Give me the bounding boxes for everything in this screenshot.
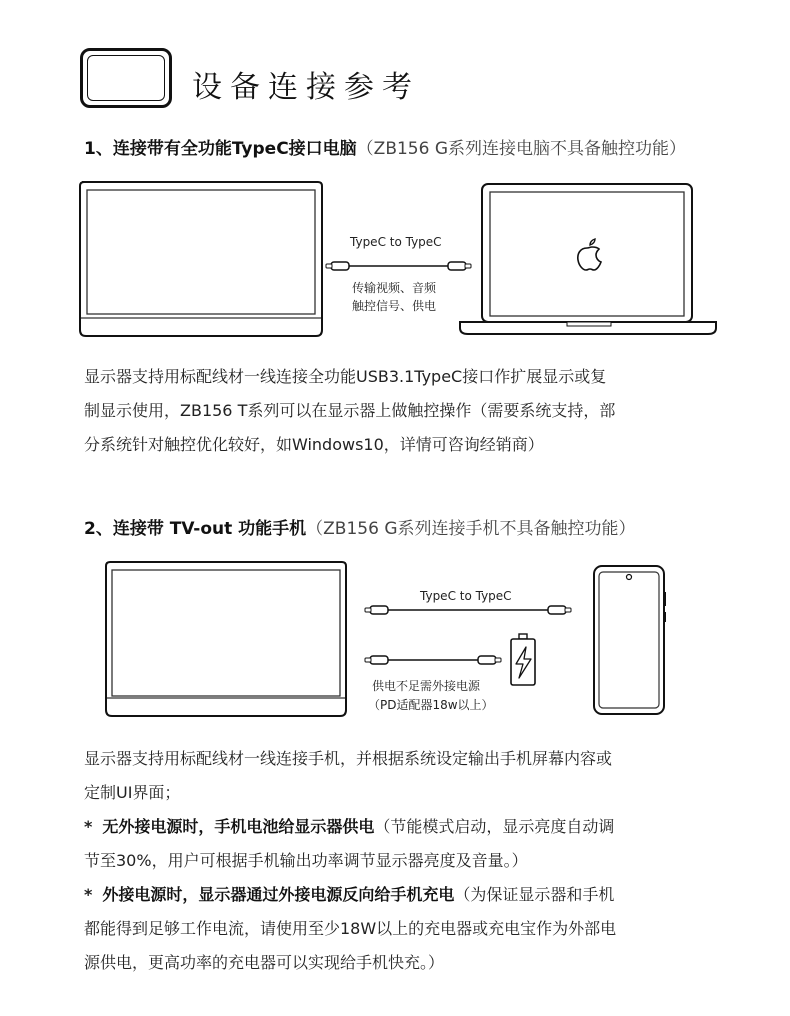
section1-line: 制显示使用，ZB156 T系列可以在显示器上做触控操作（需要系统支持，部 xyxy=(84,401,616,420)
section1-line: 分系统针对触控优化较好，如Windows10，详情可咨询经销商） xyxy=(84,435,544,454)
battery-charging-icon xyxy=(511,634,535,685)
section2-heading-note: （ZB156 G系列连接手机不具备触控功能） xyxy=(306,519,636,539)
section1-caption-line1: 传输视频、音频 xyxy=(352,281,437,295)
note2-rest: （为保证显示器和手机 xyxy=(454,885,615,904)
section1-heading-note: （ZB156 G系列连接电脑不具备触控功能） xyxy=(356,139,687,159)
section1-heading-bold: 1、连接带有全功能TypeC接口电脑 xyxy=(84,139,357,159)
portable-monitor-icon xyxy=(106,562,346,716)
power-cable-icon xyxy=(365,656,501,664)
note1-rest: （节能模式启动，显示亮度自动调 xyxy=(374,817,615,836)
note2-line1 xyxy=(84,878,724,912)
section1-cable-label: TypeC to TypeC xyxy=(350,235,442,249)
page-title: 设备连接参考 xyxy=(192,70,420,105)
section2-line: 显示器支持用标配线材一线连接手机，并根据系统设定输出手机屏幕内容或 xyxy=(84,749,613,768)
note1-star: * xyxy=(84,817,93,836)
note1-line1 xyxy=(84,810,724,844)
note2-bold: 外接电源时，显示器通过外接电源反向给手机充电 xyxy=(102,885,455,904)
section2-power-line2: （PD适配器18w以上） xyxy=(368,698,494,712)
section2-power-line1: 供电不足需外接电源 xyxy=(372,679,481,693)
section1-line: 显示器支持用标配线材一线连接全功能USB3.1TypeC接口作扩展显示或复 xyxy=(84,367,607,386)
section2-heading-bold: 2、连接带 TV-out 功能手机 xyxy=(84,519,307,539)
note2-line2: 都能得到足够工作电流，请使用至少18W以上的充电器或充电宝作为外部电 xyxy=(84,919,617,938)
section2-line: 定制UI界面； xyxy=(84,783,181,802)
section2-paragraph xyxy=(84,742,724,980)
note2-star: * xyxy=(84,885,93,904)
typec-cable-icon xyxy=(365,606,571,614)
note1-bold: 无外接电源时，手机电池给显示器供电 xyxy=(102,817,375,836)
section2-cable-label: TypeC to TypeC xyxy=(420,589,512,603)
section1-caption-line2: 触控信号、供电 xyxy=(352,299,437,313)
note2-line3: 源供电，更高功率的充电器可以实现给手机快充。） xyxy=(84,953,445,972)
note1-line2: 节至30%，用户可根据手机输出功率调节显示器亮度及音量。） xyxy=(84,851,528,870)
smartphone-icon xyxy=(594,566,665,714)
